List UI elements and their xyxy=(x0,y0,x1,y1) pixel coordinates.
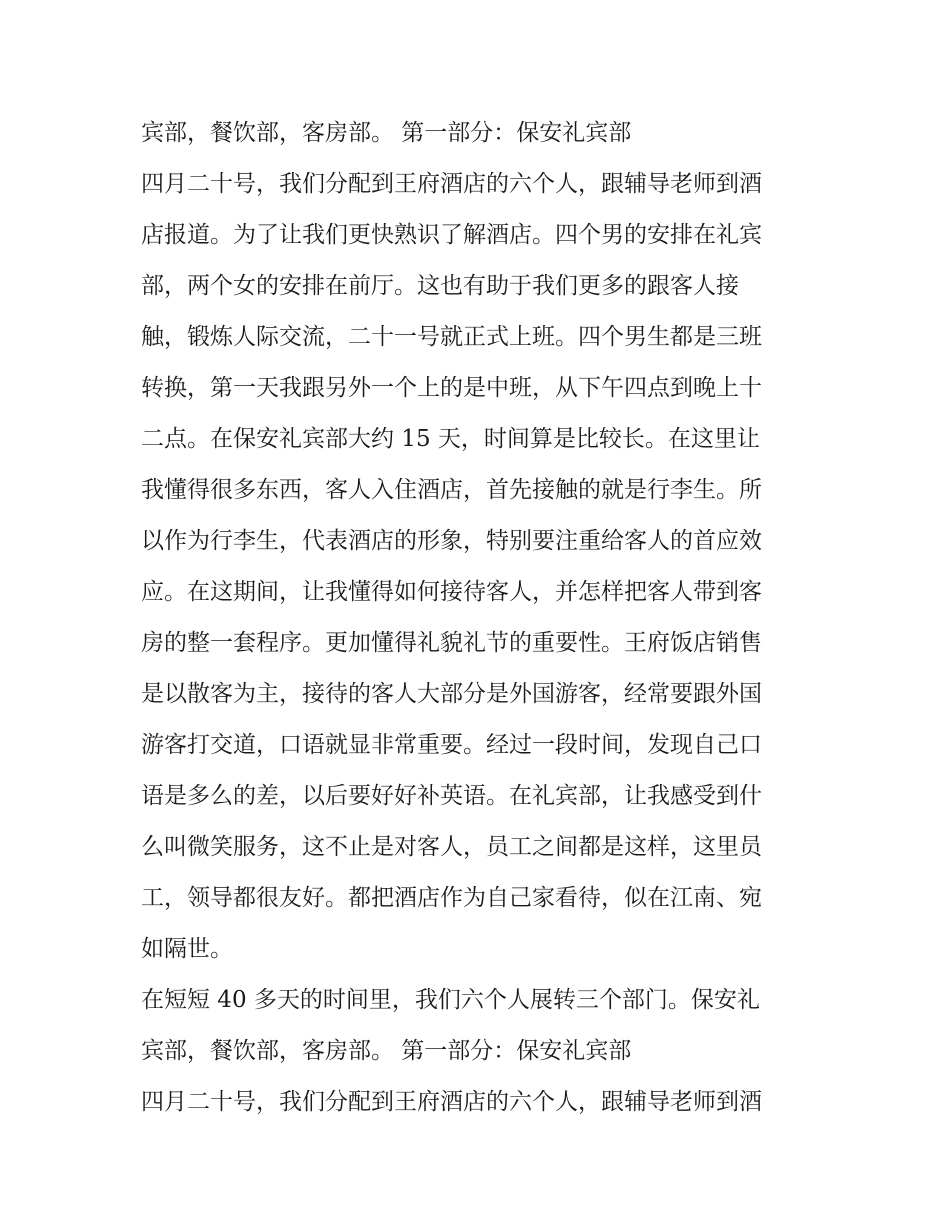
text-line: 我懂得很多东西，客人入住酒店，首先接触的就是行李生。所 xyxy=(141,477,762,503)
text-line: 房的整一套程序。更加懂得礼貌礼节的重要性。王府饭店销售 xyxy=(141,630,762,656)
text-line: 语是多么的差，以后要好好补英语。在礼宾部，让我感受到什 xyxy=(141,783,762,809)
text-line: 触，锻炼人际交流，二十一号就正式上班。四个男生都是三班 xyxy=(141,324,762,350)
text-line: 在短短 40 多天的时间里，我们六个人展转三个部门。保安礼 xyxy=(141,987,760,1013)
text-line: 应。在这期间，让我懂得如何接待客人，并怎样把客人带到客 xyxy=(141,579,762,605)
text-line: 部，两个女的安排在前厅。这也有助于我们更多的跟客人接 xyxy=(141,273,739,299)
text-line: 如隔世。 xyxy=(141,936,233,962)
text-line: 转换，第一天我跟另外一个上的是中班，从下午四点到晚上十 xyxy=(141,375,762,401)
text-line: 以作为行李生，代表酒店的形象，特别要注重给客人的首应效 xyxy=(141,528,762,554)
text-line: 二点。在保安礼宾部大约 15 天，时间算是比较长。在这里让 xyxy=(141,426,760,452)
text-line: 四月二十号，我们分配到王府酒店的六个人，跟辅导老师到酒 xyxy=(141,1089,762,1115)
text-line: 工，领导都很友好。都把酒店作为自己家看待，似在江南、宛 xyxy=(141,885,762,911)
text-line: 宾部，餐饮部，客房部。 第一部分：保安礼宾部 xyxy=(141,1038,632,1064)
text-line: 游客打交道，口语就显非常重要。经过一段时间，发现自己口 xyxy=(141,732,762,758)
body-text xyxy=(141,108,813,1128)
text-line: 宾部，餐饮部，客房部。 第一部分：保安礼宾部 xyxy=(141,120,632,146)
text-line: 么叫微笑服务，这不止是对客人，员工之间都是这样，这里员 xyxy=(141,834,762,860)
text-line: 店报道。为了让我们更快熟识了解酒店。四个男的安排在礼宾 xyxy=(141,222,762,248)
text-line: 是以散客为主，接待的客人大部分是外国游客，经常要跟外国 xyxy=(141,681,762,707)
text-line: 四月二十号，我们分配到王府酒店的六个人，跟辅导老师到酒 xyxy=(141,171,762,197)
